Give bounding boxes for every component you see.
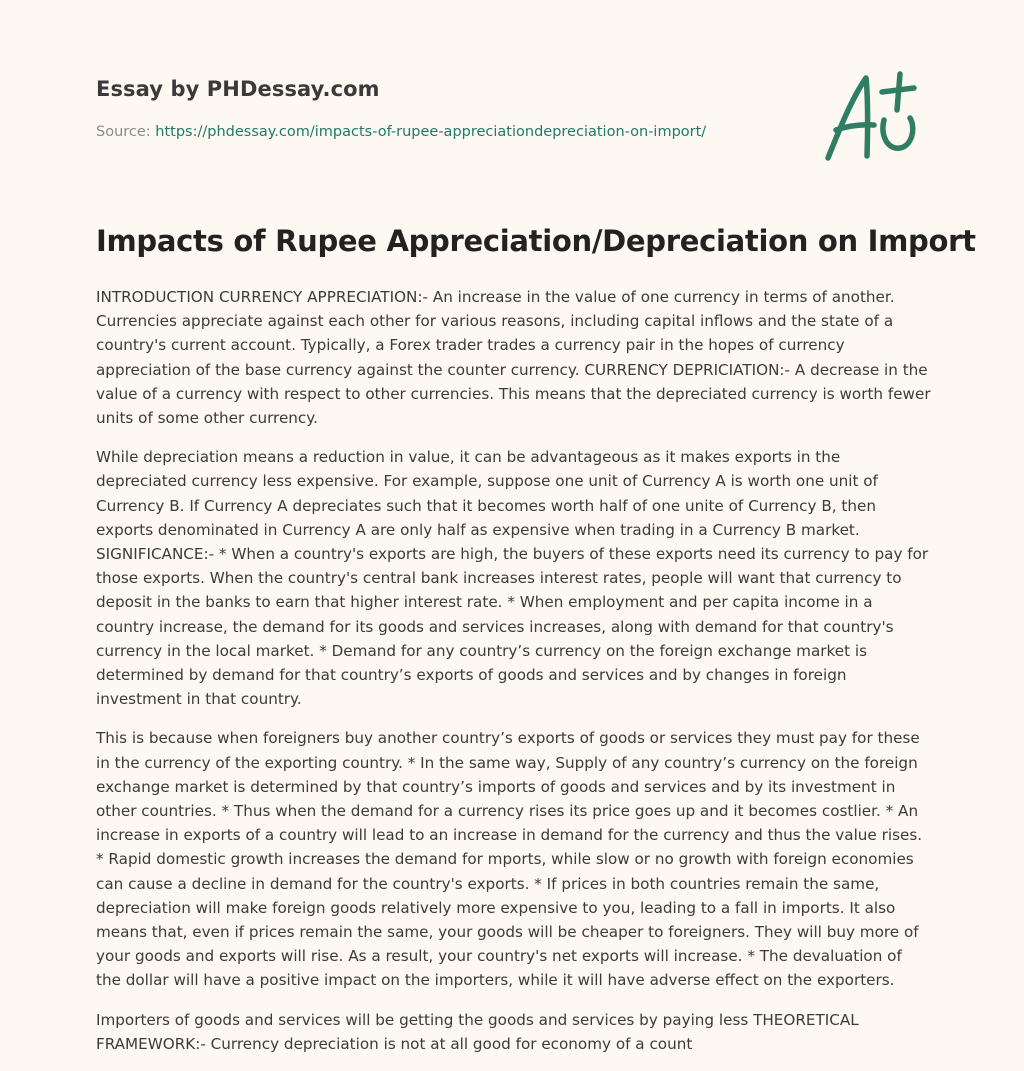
essay-paragraph: INTRODUCTION CURRENCY APPRECIATION:- An increase in the value of one currency in terms of another. Currencies appreciate against each other for various reasons, including capital inflows and the state of a country's current account. Typically, a Forex trader trades a currency pair in the hopes of currency appreciation of the base currency against the counter currency. CURRENCY DEPRICIATION:- A decrease in the value of a currency with respect to other currencies. This means that the depreciated currency is worth fewer units of some other currency. <box>96 288 931 428</box>
essay-paragraph: While depreciation means a reduction in value, it can be advantageous as it makes exports in the depreciated currency less expensive. For example, suppose one unit of Currency A is worth one unit of Currency B. If Currency A depreciates such that it becomes worth half of one unite of Currency B, then exports denominated in Currency A are only half as expensive when trading in a Currency B market. SIGNIFICANCE:- * When a country's exports are high, the buyers of these exports need its currency to pay for those exports. When the country's central bank increases interest rates, people will want that currency to deposit in the banks to earn that higher interest rate. * When employment and per capita income in a country increase, the demand for its goods and services increases, along with demand for that country's currency in the local market. * Demand for any country’s currency on the foreign exchange market is determined by demand for that country’s exports of goods and services and by changes in foreign investment in that country. <box>96 448 929 709</box>
essay-paragraph: Importers of goods and services will be getting the goods and services by paying less THEORETICAL FRAMEWORK:- Currency depreciation is not at all good for economy of a count <box>96 1010 859 1053</box>
essay-paragraph: This is because when foreigners buy another country’s exports of goods or services they must pay for these in the currency of the exporting country. * In the same way, Supply of any country’s currency on the foreign exchange market is determined by that country’s imports of goods and services and by its investment in other countries. * Thus when the demand for a currency rises its price goes up and it becomes costlier. * An increase in exports of a country will lead to an increase in demand for the currency and thus the value rises. * Rapid domestic growth increases the demand for mports, while slow or no growth with foreign economies can cause a decline in demand for the country's exports. * If prices in both countries remain the same, depreciation will make foreign goods relatively more expensive to you, leading to a fall in imports. It also means that, even if prices remain the same, your goods will be cheaper to foreigners. They will buy more of your goods and exports will rise. As a result, your country's net exports will increase. * The devaluation of the dollar will have a positive impact on the importers, while it will have adverse effect on the exporters. <box>96 729 923 990</box>
site-brand: Essay by PHDessay.com <box>96 77 380 101</box>
source-link[interactable]: https://phdessay.com/impacts-of-rupee-appreciationdepreciation-on-import/ <box>155 124 707 140</box>
source-line <box>96 124 706 140</box>
a-plus-grade-icon <box>818 68 928 164</box>
essay-title: Impacts of Rupee Appreciation/Depreciation on Import <box>96 224 976 258</box>
essay-page <box>96 0 976 1053</box>
source-label: Source: <box>96 124 156 140</box>
essay-body <box>96 285 931 1071</box>
